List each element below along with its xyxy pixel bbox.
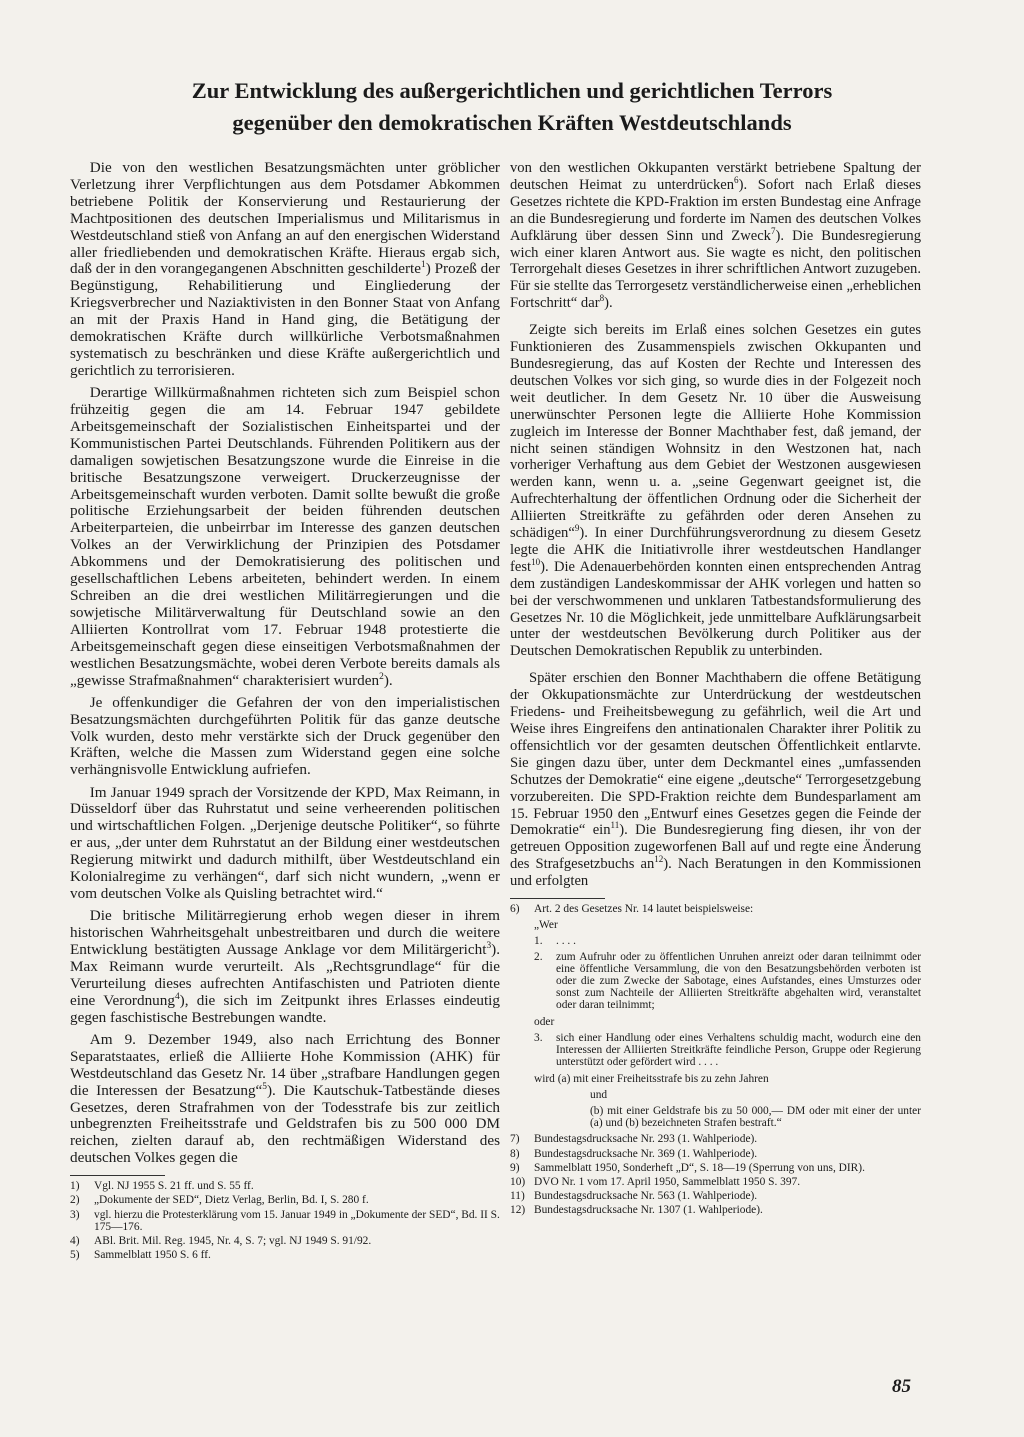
- footnote-ref: 7: [770, 225, 776, 236]
- footnotes-left: [70, 1180, 500, 1261]
- footnote: 11) Bundestagsdrucksache Nr. 563 (1. Wahlperiode).: [510, 1190, 758, 1203]
- title-line-2: gegenüber den demokratischen Kräften Westdeutschlands: [232, 110, 792, 135]
- footnote-list: [510, 1133, 921, 1216]
- title-line-1: Zur Entwicklung des außergerichtlichen und gerichtlichen Terrors: [191, 78, 833, 103]
- paragraph: Später erschien den Bonner Machthabern die offene Betätigung der Okkupationsmächte zur Unterdrückung der westdeutschen Friedens- und Freiheitsbewegung zu gefährlich, weil die Art und Weise ihres Eingreifens den antinationalen Charakter ihrer Politik zu offensichtlich vor der gesamten deutschen Öffentlichkeit entlarvte. Sie gingen dazu über, unter dem Deckmantel eines „umfassenden Schutzes der Demokratie“ eine eigene „deutsche“ Terrorgesetzgebung vorzubereiten. Die SPD-Fraktion reichte dem Bundesparlament am 15. Februar 1950 den „Entwurf eines Gesetzes gegen die Feinde der Demokratie“ ein$^{11}$). Die Bundesregierung fing diesen, ihr von der getreuen Opposition zugeworfenen Ball auf und regte eine Änderung des Strafgesetzbuchs $an^{12}$). Nach Beratungen in den Kommissionen und erfolgten: [510, 670, 922, 890]
- footnotes-right: [510, 903, 921, 1216]
- footnote-conjunction: und: [590, 1088, 608, 1101]
- footnote: 9) Sammelblatt 1950, Sonderheft „D“, S. 18—19 (Sperrung von uns, DIR).: [510, 1161, 865, 1174]
- footnote: 4) ABl. Brit. Mil. Reg. 1945, Nr. 4, S. 7; vgl. NJ 1949 S. 91/92.: [70, 1234, 372, 1247]
- footnote-ref: 3: [486, 940, 492, 951]
- footnote: 2) „Dokumente der SED“, Dietz Verlag, Berlin, Bd. I, S. 280 f.: [70, 1194, 369, 1207]
- footnote: 1) Vgl. NJ 1955 S. 21 ff. und S. 55 ff.: [70, 1180, 254, 1193]
- footnote-ref: 1: [421, 260, 426, 271]
- footnote: 6) Art. 2 des Gesetzes Nr. 14 lautet beispielsweise:: [510, 903, 754, 916]
- paragraph: Zeigte sich bereits im Erlaß eines solchen Gesetzes ein gutes Funktionieren des Zusammenspiels zwischen Okkupanten und Bundesregierung, das auf Kosten der Rechte und Interessen des deutschen Volkes vor sich ging, so wurde dies in der Folgezeit noch weit deutlicher. In dem Gesetz Nr. 10 über die Ausweisung unerwünschter Personen legte die Alliierte Hohe Kommission zugleich im Interesse der Bonner Machthaber fest, daß jemand, der nicht seinen ständigen Wohnsitz in den Westzonen hat, nach vorheriger Verhaftung aus dem Gebiet der Westzonen ausgewiesen werden kann, wenn u. a. „seine Gegenwart geeignet ist, die Aufrechterhaltung der öffentlichen Ordnung oder die Sicherheit der Alliierten Streitkräfte zu gefährden oder deren Ansehen zu schädigen“$^9$). In einer Durchführungsverordnung zu diesem Gesetz legte die AHK die Initiativrolle ihrer westdeutschen Handlanger fest$^{10}$). Die Adenauerbehörden konnten einen entsprechenden Antrag dem zuständigen Landeskommissar der AHK vorlegen und hatten so bei der verschwommenen und unklaren Tatbestandsformulierung des Gesetzes Nr. 10 die Möglichkeit, jede unmittelbare Aufklärungsarbeit unter der westdeutschen Bevölkerung durch Politiker aus der Deutschen Demokratischen Republik zu unterbinden.: [510, 322, 921, 660]
- paragraph: Die britische Militärregierung erhob wegen dieser in ihrem historischen Wahrheitsgehalt unbestreitbaren und durch die weitere Entwicklung bestätigten Aussage Anklage vor dem Militärgericht$^3$). Max Reimann wurde verurteilt. Als „Rechtsgrundlage“ für die Verurteilung dieses aufrechten Antifaschisten und Patrioten diente eine Verordnung$^4$), die sich im Zeitpunkt ihres Erlasses eindeutig gegen faschistische Bestrebungen wandte.: [70, 907, 500, 1026]
- footnote-list-item: 3. sich einer Handlung oder eines Verhaltens schuldig macht, wodurch eine den Interessen der Alliierten Streitkräfte feindliche Person, Gruppe oder Regierung unterstützt oder gefördert wird . . . .: [534, 1031, 921, 1069]
- footnote-ref: 6: [734, 175, 739, 186]
- footnote-ref: 11: [610, 820, 620, 831]
- footnote-divider: [70, 1175, 165, 1176]
- footnote-ref: 5: [262, 1081, 267, 1092]
- paragraph: Im Januar 1949 sprach der Vorsitzende der KPD, Max Reimann, in Düsseldorf über das Ruhrstatut und seine verheerenden politischen und wirtschaftlichen Folgen. „Derjenige deutsche Politiker“, so führte er aus, „der unter dem Ruhrstatut an der Bildung einer westdeutschen Regierung mitwirkt und dadurch mithilft, über Westdeutschland ein Kolonialregime zu verhängen“, darf sich nicht wundern, „wenn er vom deutschen Volke als Quisling betrachtet wird.“: [70, 783, 500, 902]
- paragraph: von den westlichen Okkupanten verstärkt betriebene Spaltung der deutschen Heimat zu unterdrücken$^6$). Sofort nach Erlaß dieses Gesetzes richtete die KPD-Fraktion im ersten Bundestag eine Anfrage an die Bundesregierung und forderte im Namen des deutschen Volkes Aufklärung über dessen Sinn und Zweck$^7$). Die Bundesregierung wich einer klaren Antwort aus. Sie wagte es nicht, den politischen Terrorgehalt dieses Gesetzes in ihrer schriftlichen Antwort zuzugeben. Für sie stellte das Terrorgesetz verständlicherweise einen „erheblichen Fortschritt“ dar$^8$).: [510, 160, 922, 312]
- footnote-list-item: 2. zum Aufruhr oder zu öffentlichen Unruhen anreizt oder daran teilnimmt oder eine öffentliche Versammlung, die von den Besatzungsbehörden verboten ist oder die zum Zwecke der Sabotage, eines Aufstandes, eines Umsturzes oder sonst zum Nachteile der Alliierten Streitkräfte abgehalten wird, veranstaltet oder daran teilnimmt;: [534, 950, 921, 1012]
- footnote: 7) Bundestagsdrucksache Nr. 293 (1. Wahlperiode).: [510, 1133, 758, 1146]
- right-column: [510, 160, 921, 1219]
- footnote-penalty-a: wird (a) mit einer Freiheitsstrafe bis zu zehn Jahren: [534, 1072, 769, 1085]
- footnote-ref: 4: [174, 991, 180, 1002]
- article-title: [80, 75, 944, 139]
- paragraph: Am 9. Dezember 1949, also nach Errichtung des Bonner Separatstaates, erließ die Alliierte Hohe Kommission (AHK) für Westdeutschland das Gesetz Nr. 14 über „strafbare Handlungen gegen die Interessen der Besatzung“$^5$). Die Kautschuk-Tatbestände dieses Gesetzes, deren Strafrahmen von der Todesstrafe bis zur zeitlich unbegrenzten Freiheitsstrafe und Geldstrafen bis zu 500 000 DM reichen, zielten darauf ab, den rechtmäßigen Widerstand des deutschen Volkes gegen die: [70, 1030, 500, 1167]
- footnote-ref: 12: [654, 854, 664, 865]
- paragraph: Derartige Willkürmaßnahmen richteten sich zum Beispiel schon frühzeitig gegen die am 14. Februar 1947 gebildete Arbeitsgemeinschaft der Sozialistischen Einheitspartei und der Kommunistischen Partei Deutschlands. Führenden Politikern aus der damaligen sowjetischen Besatzungszone wurde die Einreise in die britische Besatzungszone verweigert. Druckerzeugnisse der Arbeitsgemeinschaft wurden verboten. Damit sollte bewußt die große politische Erziehungsarbeit der beiden führenden deutschen Arbeiterparteien, die unbeirrbar im Interesse des ganzen deutschen Volkes an der Verwirklichung der Prinzipien des Potsdamer Abkommens und der Demokratisierung des politischen und gesellschaftlichen Lebens arbeiteten, behindert werden. In einem Schreiben an die drei westlichen Militärregierungen und die sowjetische Militärverwaltung für Deutschland sowie an den Alliierten Kontrollrat vom 17. Februar 1948 protestierte die Arbeitsgemeinschaft gegen diese einseitigen Verbotsmaßnahmen der westlichen Besatzungsmächte, wobei deren Verbote bereits damals als „gewisse Strafmaßnahmen“ charakterisiert wurden$^2$).: [70, 384, 500, 689]
- footnote: 8) Bundestagsdrucksache Nr. 369 (1. Wahlperiode).: [510, 1147, 758, 1160]
- footnote-ref: 10: [531, 556, 541, 567]
- paragraph: Je offenkundiger die Gefahren der von den imperialistischen Besatzungsmächten durchgeführten Politik für das ganze deutsche Volk wurden, desto mehr verstärkte sich der Druck gegenüber den Kräften, welche die Massen zum Widerstand gegen eine solche verhängnisvolle Entwicklung aufriefen.: [70, 693, 500, 779]
- footnote-penalty-b: (b) mit einer Geldstrafe bis zu 50 000,— DM oder mit einer der unter (a) und (b) bezeichneten Strafen bestraft.“: [590, 1104, 921, 1130]
- footnote-ref: 8: [599, 293, 605, 304]
- footnote: 5) Sammelblatt 1950 S. 6 ff.: [70, 1249, 211, 1262]
- page-number: 85: [892, 1376, 911, 1397]
- paragraph: Die von den westlichen Besatzungsmächten unter gröblicher Verletzung ihrer Verpflichtungen aus dem Potsdamer Abkommen betriebene Politik der Konservierung und Restaurierung der Machtpositionen des deutschen Imperialismus und Militarismus in Westdeutschland stieß von Anfang an auf den energischen Widerstand aller friedliebenden und demokratischen Kräfte. Hieraus ergab sich, daß der in den vorangegangenen Abschnitten geschilderte$^1$) Prozeß der Begünstigung, Rehabilitierung und Eingliederung der Kriegsverbrecher und Naziaktivisten in den Bonner Staat von Anfang an mit der Praxis Hand in Hand ging, die Betätigung der demokratischen Kräfte durch willkürliche Verbotsmaßnahmen systematisch zu beschränken und diese Kräfte außergerichtlich und gerichtlich zu terrorisieren.: [70, 159, 500, 379]
- footnote-ref: 2: [379, 671, 384, 682]
- footnote: 10) DVO Nr. 1 vom 17. April 1950, Sammelblatt 1950 S. 397.: [510, 1175, 801, 1188]
- left-column: [70, 160, 500, 1263]
- footnote-conjunction: oder: [534, 1015, 555, 1028]
- footnote-ref: 9: [574, 523, 580, 534]
- footnote-divider: [510, 898, 605, 899]
- footnote: 12) Bundestagsdrucksache Nr. 1307 (1. Wahlperiode).: [510, 1204, 763, 1217]
- footnote-quote-start: „Wer: [534, 919, 558, 932]
- footnote-list-item: 1. . . . .: [534, 935, 576, 948]
- footnote: 3) vgl. hierzu die Protesterklärung vom 15. Januar 1949 in „Dokumente der SED“, Bd. II S. 175—176.: [70, 1208, 500, 1233]
